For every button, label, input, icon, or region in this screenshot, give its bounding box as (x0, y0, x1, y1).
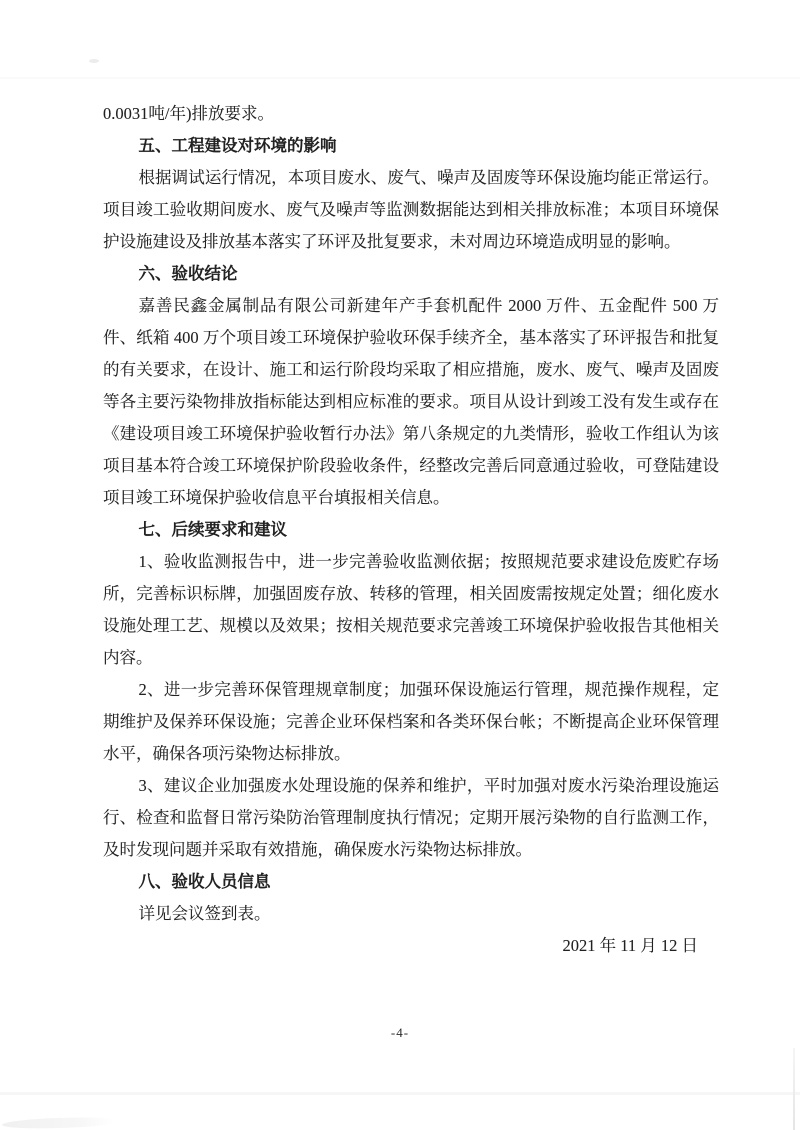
document-date: 2021 年 11 月 12 日 (562, 936, 698, 955)
section-heading-7: 七、后续要求和建议 (138, 520, 287, 539)
scan-artifact-line-right (793, 1048, 795, 1130)
paragraph-section-6: 嘉善民鑫金属制品有限公司新建年产手套机配件 2000 万件、五金配件 500 万件、纸箱 400 万个项目竣工环境保护验收环保手续齐全，基本落实了环评报告和批复的有关要求，在设计、施工和运行阶段均采取了相应措施，废水、废气、噪声及固废等各主要污染物排放指标能达到相应标准的要求。项目从设计到竣工没有发生或存在《建设项目竣工环境保护验收暂行办法》第八条规定的九类情形，验收工作组认为该项目基本符合竣工环境保护阶段验收条件，经整改完善后同意通过验收，可登陆建设项目竣工环境保护验收信息平台填报相关信息。 (103, 296, 719, 507)
section-heading-5: 五、工程建设对环境的影响 (138, 136, 337, 155)
section-heading-8: 八、验收人员信息 (138, 872, 271, 891)
scan-artifact-line-bottom (0, 1092, 800, 1095)
paragraph-section-8: 详见会议签到表。 (138, 904, 271, 923)
continuation-line: 0.0031吨/年)排放要求。 (103, 104, 274, 123)
paragraph-recommendation-1: 1、验收监测报告中，进一步完善验收监测依据；按照规范要求建设危废贮存场所，完善标识标牌，加强固废存放、转移的管理，相关固废需按规定处置；细化废水设施处理工艺、规模以及效果；按相关规范要求完善竣工环境保护验收报告其他相关内容。 (103, 552, 719, 667)
scan-artifact-band-top (0, 77, 800, 79)
document-body (103, 98, 719, 962)
section-heading-6: 六、验收结论 (138, 264, 238, 283)
paragraph-recommendation-3: 3、建议企业加强废水处理设施的保养和维护，平时加强对废水污染治理设施运行、检查和监督日常污染防治管理制度执行情况；定期开展污染物的自行监测工作，及时发现问题并采取有效措施，确保废水污染物达标排放。 (103, 776, 719, 859)
page-number: -4- (390, 1025, 410, 1040)
paragraph-recommendation-2: 2、进一步完善环保管理规章制度；加强环保设施运行管理，规范操作规程，定期维护及保养环保设施；完善企业环保档案和各类环保台帐；不断提高企业环保管理水平，确保各项污染物达标排放。 (103, 680, 719, 763)
scan-artifact-smudge-bottom-left (2, 1117, 114, 1130)
scan-artifact-smudge-top-left (89, 59, 99, 63)
paragraph-section-5: 根据调试运行情况，本项目废水、废气、噪声及固废等环保设施均能正常运行。项目竣工验收期间废水、废气及噪声等监测数据能达到相关排放标准；本项目环境保护设施建设及排放基本落实了环评及批复要求，未对周边环境造成明显的影响。 (103, 168, 719, 251)
